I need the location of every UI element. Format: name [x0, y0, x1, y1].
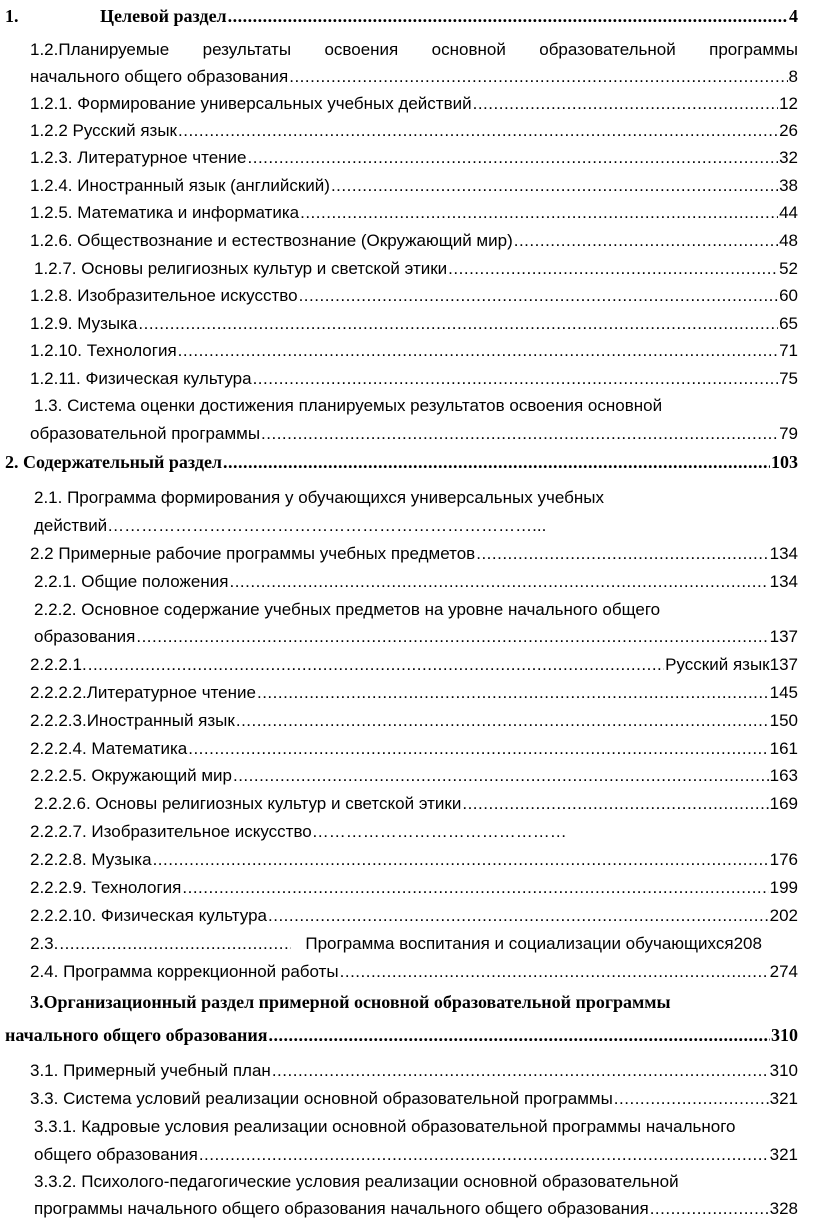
toc-leader: [236, 711, 769, 731]
toc-title: Целевой раздел: [100, 6, 227, 26]
toc-title: начального общего образования: [30, 67, 289, 86]
toc-word: основной: [431, 40, 506, 59]
toc-entry-1-2-10[interactable]: [30, 341, 798, 361]
toc-page: 310: [771, 1025, 798, 1045]
toc-title: 1.2.5. Математика и информатика: [30, 203, 300, 222]
toc-entry-3-3-1-line2[interactable]: [34, 1145, 798, 1165]
toc-page: 145: [769, 683, 798, 702]
toc-page: 79: [779, 424, 798, 443]
toc-title: 1.2.3. Литературное чтение: [30, 148, 247, 167]
toc-word: результаты: [202, 40, 292, 59]
toc-page: 137: [769, 627, 798, 646]
toc-entry-2-2-2-line1[interactable]: 2.2.2. Основное содержание учебных предметов на уровне начального общего: [34, 600, 661, 619]
toc-leader: [299, 286, 779, 306]
toc-page: 134: [769, 544, 798, 563]
toc-page: 103: [771, 452, 798, 472]
toc-title: 2.2.2.4. Математика: [30, 739, 188, 758]
toc-leader: [300, 203, 778, 223]
toc-title: 2.2.2.8. Музыка: [30, 850, 152, 869]
toc-entry-1-2-1[interactable]: [30, 94, 798, 114]
toc-entry-3-1[interactable]: [30, 1061, 798, 1081]
toc-page: 75: [779, 369, 798, 388]
toc-page: 65: [779, 314, 798, 333]
toc-leader: [188, 739, 768, 759]
toc-entry-section-3-line2[interactable]: [5, 1025, 798, 1046]
toc-title: 2.2 Примерные рабочие программы учебных предметов: [30, 544, 476, 563]
toc-leader: [178, 121, 778, 141]
toc-page: 150: [769, 711, 798, 730]
toc-title: 3.1. Примерный учебный план: [30, 1061, 271, 1080]
toc-page: 199: [769, 878, 798, 897]
toc-entry-2-2-2-6[interactable]: [34, 794, 798, 814]
toc-page: 52: [779, 259, 798, 278]
toc-entry-2-3[interactable]: [30, 934, 798, 954]
toc-entry-2-2-2-8[interactable]: [30, 850, 798, 870]
toc-entry-section-3-line1[interactable]: 3.Организационный раздел примерной основной образовательной программы: [30, 992, 671, 1012]
toc-page: 137: [769, 655, 798, 674]
toc-title: 2.2.2.3.Иностранный язык: [30, 711, 235, 730]
toc-title: 1.2.7. Основы религиозных культур и светской этики: [34, 259, 448, 278]
toc-leader: [340, 962, 769, 982]
toc-title: Русский язык: [665, 655, 770, 674]
toc-leader: [229, 572, 768, 592]
toc-entry-1-2-6[interactable]: [30, 231, 798, 251]
toc-entry-2-2-2-line2[interactable]: [34, 627, 798, 647]
toc-entry-1-2-3[interactable]: [30, 148, 798, 168]
toc-entry-3-3-2-line1[interactable]: 3.3.2. Психолого-педагогические условия реализации основной образовательной: [34, 1172, 679, 1191]
toc-title: 1.2.2 Русский язык: [30, 121, 177, 140]
toc-number: 2.3.: [30, 934, 59, 953]
toc-entry-2-2-2-4[interactable]: [30, 739, 798, 759]
toc-leader: [199, 1145, 769, 1165]
toc-title: 1.2.11. Физическая культура: [30, 369, 252, 388]
toc-page: 321: [769, 1145, 798, 1164]
toc-page: 274: [769, 962, 798, 981]
toc-page: 12: [779, 94, 798, 113]
toc-leader: [268, 906, 769, 926]
toc-leader: [268, 1025, 770, 1046]
toc-title: 2. Содержательный раздел: [5, 452, 223, 472]
toc-title: программы начального общего образования начального общего образования: [34, 1199, 649, 1218]
toc-entry-1-2-5[interactable]: [30, 203, 798, 223]
toc-entry-1-2-9[interactable]: [30, 314, 798, 334]
toc-word: освоения: [324, 40, 399, 59]
toc-page: 321: [769, 1089, 798, 1108]
toc-leader: [178, 341, 778, 361]
toc-leader: [272, 1061, 769, 1081]
toc-page: 48: [779, 231, 798, 250]
toc-leader: [228, 6, 788, 27]
toc-page: 163: [769, 766, 798, 785]
toc-title: 1.2.1. Формирование универсальных учебных действий: [30, 94, 472, 113]
toc-page: 32: [779, 148, 798, 167]
toc-leader: [473, 94, 778, 114]
toc-page: 169: [769, 794, 798, 813]
toc-entry-1-3-line2[interactable]: [30, 424, 798, 444]
toc-entry-1-3-line1[interactable]: 1.3. Система оценки достижения планируемых результатов освоения основной: [34, 396, 663, 415]
toc-title: 2.2.2.2.Литературное чтение: [30, 683, 256, 702]
toc-leader: [248, 148, 779, 168]
toc-title: 2.2.2.6. Основы религиозных культур и светской этики: [34, 794, 462, 813]
toc-entry-2-4[interactable]: [30, 962, 798, 982]
toc-entry-1-2-7[interactable]: [34, 259, 798, 279]
toc-leader: [514, 231, 778, 251]
toc-page: 176: [769, 850, 798, 869]
toc-title: 1.2.8. Изобразительное искусство: [30, 286, 298, 305]
toc-leader: [88, 655, 664, 675]
toc-entry-2-2[interactable]: [30, 544, 798, 564]
toc-entry-3-3-1-line1[interactable]: 3.3.1. Кадровые условия реализации основной образовательной программы начального: [34, 1117, 736, 1136]
toc-leader: [233, 766, 769, 786]
toc-page: 202: [769, 906, 798, 925]
toc-entry-1-2-11[interactable]: [30, 369, 798, 389]
toc-title: общего образования: [34, 1145, 198, 1164]
toc-word: образовательной: [539, 40, 676, 59]
toc-leader: [331, 176, 778, 196]
toc-leader: [138, 314, 778, 334]
toc-page: 60: [779, 286, 798, 305]
toc-leader: [462, 794, 768, 814]
toc-title: 1.2.4. Иностранный язык (английский): [30, 176, 330, 195]
toc-leader: [136, 627, 768, 647]
toc-leader: [650, 1199, 769, 1219]
toc-entry-2-2-2-1[interactable]: [30, 655, 798, 675]
toc-page: 8: [788, 67, 798, 86]
toc-page: 4: [789, 6, 798, 26]
toc-number: 1.: [5, 6, 19, 26]
toc-title: начального общего образования: [5, 1025, 268, 1045]
toc-title: образовательной программы: [30, 424, 261, 443]
toc-title: 1.2.6. Обществознание и естествознание (Окружающий мир): [30, 231, 513, 250]
toc-entry-section-1[interactable]: [5, 6, 798, 27]
toc-page: 71: [779, 341, 798, 360]
toc-leader: [289, 67, 787, 87]
toc-title: Программа воспитания и социализации обучающихся: [305, 934, 734, 953]
toc-page: 134: [769, 572, 798, 591]
toc-page: 44: [779, 203, 798, 222]
toc-word: 1.2.Планируемые: [30, 40, 170, 59]
toc-entry-2-2-2-10[interactable]: [30, 906, 798, 926]
toc-title: 1.2.10. Технология: [30, 341, 177, 360]
toc-word: программы: [709, 40, 798, 59]
toc-entry-2-2-2-9[interactable]: [30, 878, 798, 898]
toc-leader: [448, 259, 778, 279]
toc-entry-2-2-1[interactable]: [34, 572, 798, 592]
toc-title: 2.2.2.10. Физическая культура: [30, 906, 268, 925]
toc-page: 328: [769, 1199, 798, 1218]
toc-leader: [261, 424, 778, 444]
toc-title: 2.4. Программа коррекционной работы: [30, 962, 339, 981]
toc-entry-2-2-2-3[interactable]: [30, 711, 798, 731]
toc-page: 26: [779, 121, 798, 140]
toc-entry-2-1-line2[interactable]: действий…………………………………………………………………...: [34, 516, 547, 535]
toc-entry-1-2-line2[interactable]: [30, 67, 798, 87]
toc-leader: [223, 452, 770, 473]
toc-page: 38: [779, 176, 798, 195]
toc-entry-1-2-8[interactable]: [30, 286, 798, 306]
toc-entry-1-2-4[interactable]: [30, 176, 798, 196]
toc-leader: [59, 934, 291, 954]
toc-title: 2.2.2.9. Технология: [30, 878, 182, 897]
toc-title: 2.2.2.5. Окружающий мир: [30, 766, 232, 785]
toc-title: 2.2.1. Общие положения: [34, 572, 229, 591]
toc-entry-3-3-2-line2[interactable]: [34, 1199, 798, 1219]
toc-leader: [476, 544, 768, 564]
toc-leader: [253, 369, 779, 389]
toc-entry-2-2-2-7[interactable]: 2.2.2.7. Изобразительное искусство………………………………………: [30, 822, 567, 841]
toc-entry-2-2-2-2[interactable]: [30, 683, 798, 703]
toc-title: 1.2.9. Музыка: [30, 314, 138, 333]
toc-entry-2-2-2-5[interactable]: [30, 766, 798, 786]
toc-title: образования: [34, 627, 136, 646]
toc-entry-1-2-2[interactable]: [30, 121, 798, 141]
toc-entry-2-1-line1[interactable]: 2.1. Программа формирования у обучающихся универсальных учебных: [34, 488, 604, 507]
toc-entry-3-3[interactable]: [30, 1089, 798, 1109]
toc-entry-section-2[interactable]: [5, 452, 798, 473]
toc-page: 208: [733, 934, 762, 953]
toc-entry-1-2-line1[interactable]: [30, 40, 798, 60]
toc-page: 310: [769, 1061, 798, 1080]
toc-leader: [182, 878, 768, 898]
toc-title: 3.3. Система условий реализации основной образовательной программы: [30, 1089, 613, 1108]
toc-leader: [614, 1089, 769, 1109]
toc-number: 2.2.2.1.: [30, 655, 87, 674]
toc-leader: [257, 683, 769, 703]
toc-page: 161: [769, 739, 798, 758]
toc-leader: [153, 850, 769, 870]
